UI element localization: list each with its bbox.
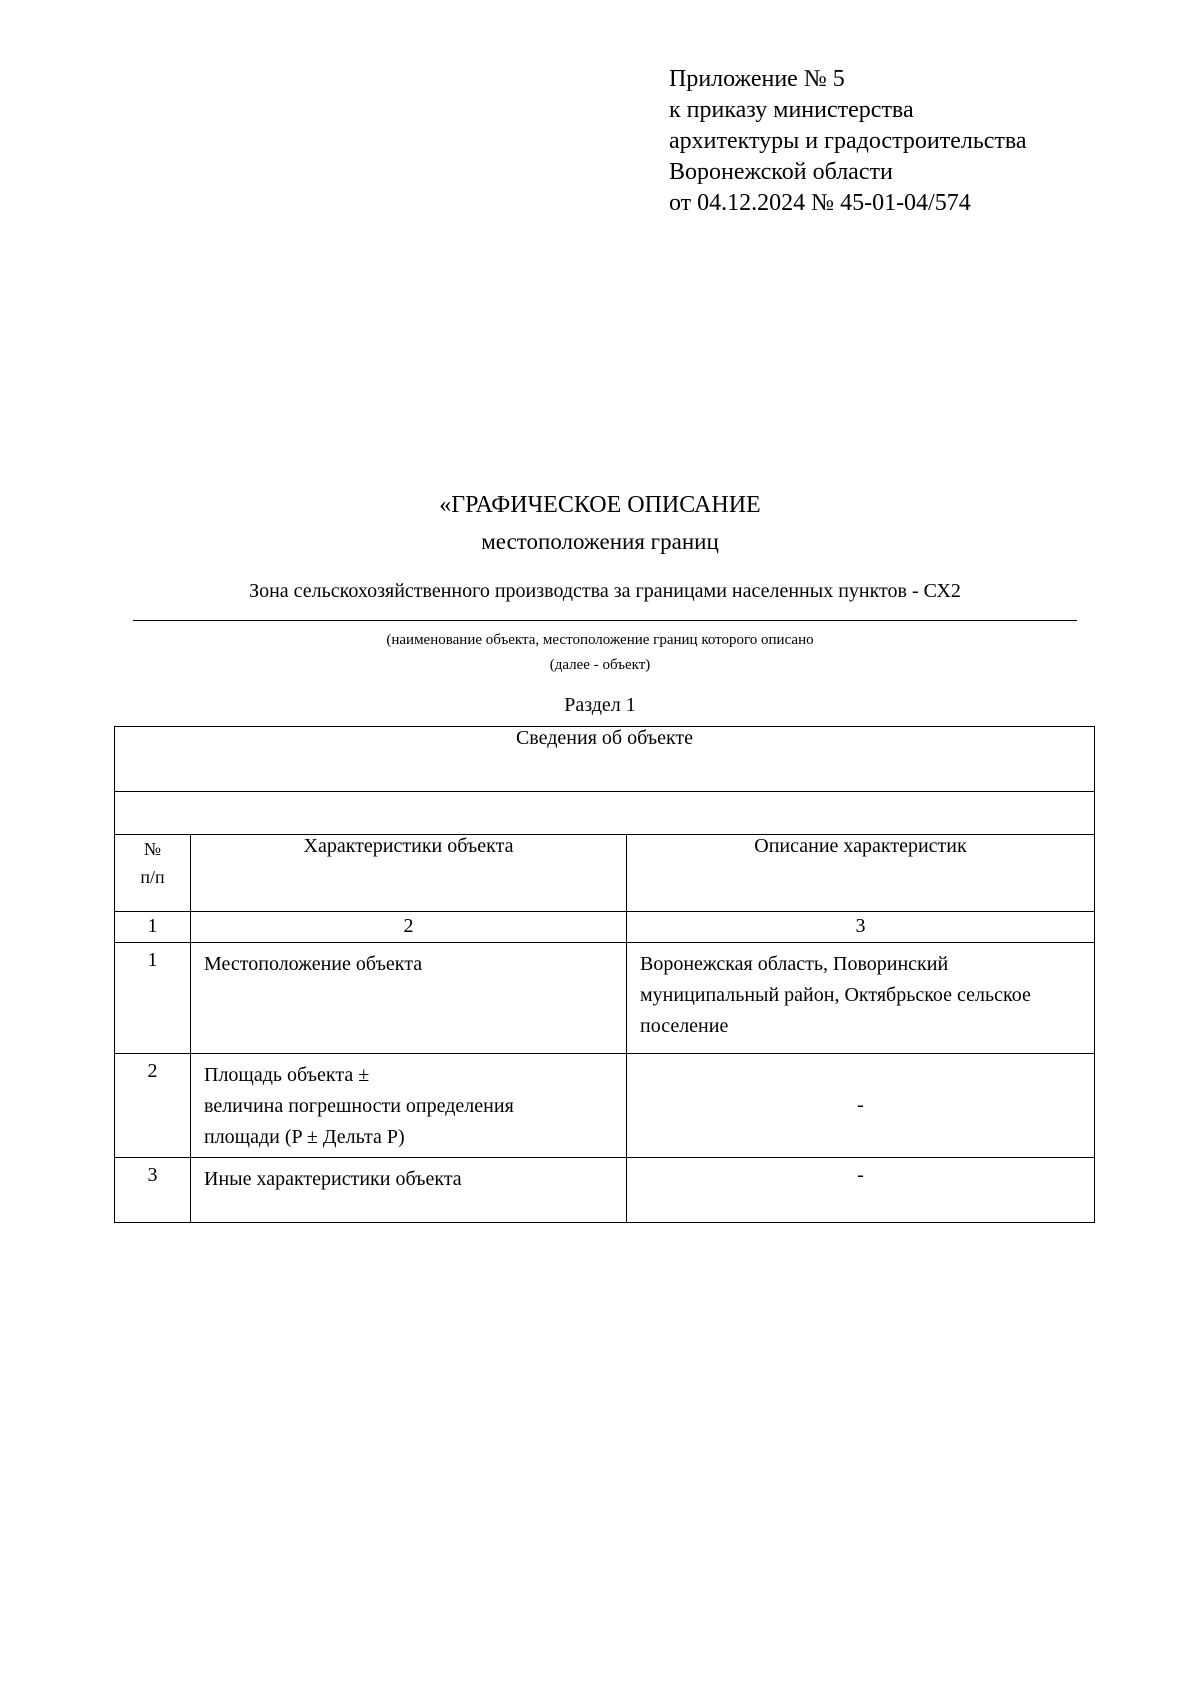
appendix-line: архитектуры и градостроительства [669,128,1027,154]
row-characteristic [191,1054,627,1158]
document-subtitle: местоположения границ [481,529,719,554]
table-heading-row [115,727,1095,792]
object-caption-line: (далее - объект) [549,657,651,673]
row-characteristic: Иные характеристики объекта [191,1158,627,1223]
object-info-table [114,726,1095,1223]
row-description: - [627,1158,1095,1223]
column-header-number-line: п/п [140,867,165,887]
table-empty-cell [115,792,1095,835]
object-caption-line: (наименование объекта, местоположение границ которого описано [386,632,814,648]
appendix-block [669,64,1027,219]
table-heading: Сведения об объекте [115,727,1095,792]
table-row [115,1158,1095,1223]
table-index-row [115,912,1095,943]
document-title: «ГРАФИЧЕСКОЕ ОПИСАНИЕ [439,492,761,518]
row-characteristic: Местоположение объекта [191,943,627,1054]
column-header-description: Описание характеристик [627,835,1095,912]
row-description: Воронежская область, Поворинский муниципальный район, Октябрьское сельское поселение [627,943,1095,1054]
row-characteristic-line: Площадь объекта ± [204,1064,370,1086]
object-name: Зона сельскохозяйственного производства за границами населенных пунктов - СХ2 [249,580,961,602]
table-empty-row [115,792,1095,835]
column-index: 3 [627,912,1095,943]
appendix-line: Приложение № 5 [669,66,845,92]
row-number: 1 [115,943,191,1054]
appendix-line: к приказу министерства [669,97,914,123]
column-index: 2 [191,912,627,943]
appendix-line: Воронежской области [669,159,893,185]
object-name-underline [133,620,1077,621]
row-number: 3 [115,1158,191,1223]
row-characteristic-line: величина погрешности определения [204,1095,514,1117]
section-label: Раздел 1 [564,694,636,716]
column-index: 1 [115,912,191,943]
column-header-characteristics: Характеристики объекта [191,835,627,912]
row-description: - [627,1054,1095,1158]
table-column-header-row [115,835,1095,912]
column-header-number-line: № [143,839,162,859]
table-row [115,1054,1095,1158]
appendix-line: от 04.12.2024 № 45-01-04/574 [669,190,971,216]
row-characteristic-line: площади (P ± Дельта P) [204,1126,405,1148]
row-number: 2 [115,1054,191,1158]
column-header-number [115,835,191,912]
table-row [115,943,1095,1054]
